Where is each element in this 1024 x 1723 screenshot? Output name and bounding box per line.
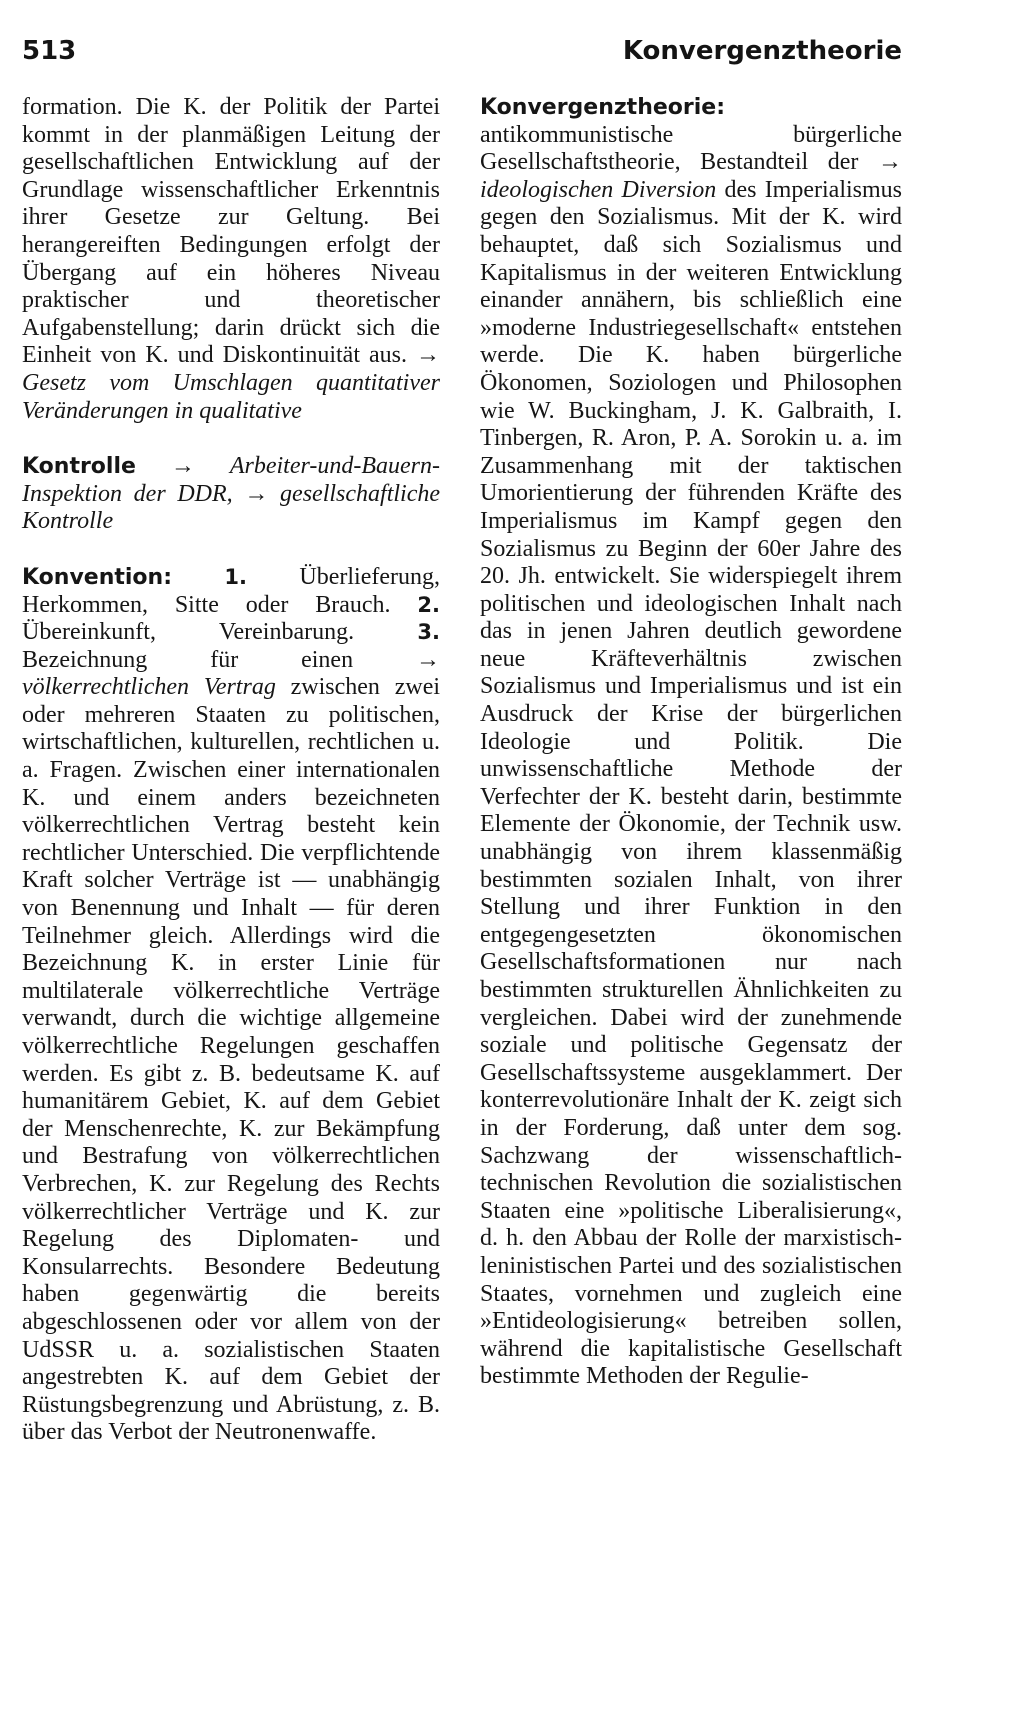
entry-text: Übereinkunft, Vereinbarung. (22, 619, 355, 646)
cross-reference-arrow-icon: → (878, 149, 902, 176)
running-title: Konvergenztheorie (622, 36, 902, 66)
cross-reference-arrow-icon: → (416, 646, 440, 673)
cross-reference-link[interactable]: völkerrechtlichen Vertrag (22, 674, 276, 701)
page-number: 513 (22, 36, 77, 66)
cross-reference-arrow-icon: → (416, 342, 441, 369)
cross-reference-link[interactable]: Gesetz vom Umschlagen quantitativer Veränderungen in qualitative (22, 369, 440, 424)
cross-reference-link[interactable]: ideologischen Diversion (480, 176, 717, 203)
cross-reference-arrow-icon: → (170, 453, 195, 480)
cross-reference-arrow-icon: → (244, 480, 269, 507)
entry-headword: Kontrolle (22, 454, 136, 480)
cross-reference-link[interactable]: Arbeiter-und-Bauern-Inspektion der DDR, (22, 453, 440, 507)
page-header (22, 36, 902, 76)
right-column (480, 94, 902, 1391)
entry-text: antikommunistische bürgerliche Gesellschaftstheorie, Bestandteil der (480, 121, 902, 176)
cross-reference-link[interactable]: gesellschaftliche Kontrolle (22, 480, 440, 535)
entry-text: Überlieferung, Herkommen, Sitte oder Brauch. (22, 563, 441, 618)
entry-headword: Konvergenztheorie: (480, 95, 726, 120)
entry-konvention (22, 564, 440, 1447)
sense-number: 3. (417, 620, 440, 645)
continued-text: formation. Die K. der Politik der Partei kommt in der planmäßigen Leitung der gesellschaftlichen Entwicklung auf der Grundlage wissenschaftlicher Erkenntnis ihrer Gesetze zur Geltung. Bei herangereiften Bedingungen erfolgt der Übergang auf ein höheres Niveau praktischer und theoretischer Aufgabenstellung; darin drückt sich die Einheit von K. und Diskontinuität aus. (22, 94, 440, 369)
entry-kontrolle (22, 453, 440, 536)
sense-number: 1. (224, 564, 247, 589)
entry-text: Bezeichnung für einen (22, 646, 354, 673)
sense-number: 2. (417, 592, 440, 617)
entry-text: zwischen zwei oder mehreren Staaten zu politischen, wirtschaftlichen, kulturellen, rechtlichen u. a. Fragen. Zwischen einer internationalen K. und einem anders bezeichneten völkerrechtlichen Vertrag besteht kein rechtlicher Unterschied. Die verpflichtende Kraft solcher Verträge ist — unabhängig von Benennung und Inhalt — für deren Teilnehmer gleich. Allerdings wird die Bezeichnung K. in erster Linie für multilaterale völkerrechtliche Verträge verwandt, durch die wichtige allgemeine völkerrechtliche Regelungen geschaffen werden. Es gibt z. B. bedeutsame K. auf humanitärem Gebiet, K. auf dem Gebiet der Menschenrechte, K. zur Bekämpfung und Bestrafung von völkerrechtlichen Verbrechen, K. zur Regelung des Rechts völkerrechtlicher Verträge und K. zur Regelung des Diplomaten- und Konsularrechts. Besondere Bedeutung haben gegenwärtig die bereits abgeschlossenen oder vor allem von der UdSSR u. a. sozialistischen Staaten angestrebten K. auf dem Gebiet der Rüstungsbegrenzung und Abrüstung, z. B. über das Verbot der Neutronenwaffe. (22, 674, 441, 1446)
left-column (22, 94, 440, 1447)
entry-headword: Konvention: (22, 564, 172, 590)
continued-entry (22, 94, 440, 425)
entry-konvergenztheorie (480, 94, 902, 1391)
entry-text: des Imperialismus gegen den Sozialismus. Mit der K. wird behauptet, daß sich Sozialismus und Kapitalismus in der weiteren Entwicklung einander annähern, bis schließlich eine »moderne Industriegesellschaft« entstehen werde. Die K. haben bürgerliche Ökonomen, Soziologen und Philosophen wie W. Buckingham, J. K. Galbraith, I. Tinbergen, R. Aron, P. A. Sorokin u. a. im Zusammenhang mit der taktischen Umorientierung der führenden Kräfte des Imperialismus im Kampf gegen den Sozialismus zu Beginn der 60er Jahre des 20. Jh. entwickelt. Sie widerspiegelt ihrem politischen und ideologischen Inhalt nach das in jenen Jahren deutlich gewordene neue Kräfteverhältnis zwischen Sozialismus und Imperialismus und ist ein Ausdruck der Krise der bürgerlichen Ideologie und Politik. Die unwissenschaftliche Methode der Verfechter der K. besteht darin, bestimmte Elemente der Ökonomie, der Technik usw. unabhängig von ihrem klassenmäßig bestimmten sozialen Inhalt, von ihrer Stellung und ihrer Funktion in den entgegengesetzten ökonomischen Gesellschaftsformationen nur nach bestimmten strukturellen Ähnlichkeiten zu vergleichen. Dabei wird der zunehmende soziale und politische Gegensatz der Gesellschaftssysteme ausgeklammert. Der konterrevolutionäre Inhalt der K. zeigt sich in der Forderung, daß unter dem sog. Sachzwang der wissenschaftlich-technischen Revolution die sozialistischen Staaten eine »politische Liberalisierung«, d. h. den Abbau der Rolle der marxistisch-leninistischen Partei und des sozialistischen Staates, vornehmen und zugleich eine »Entideologisierung« betreiben sollen, während die kapitalistische Gesellschaft bestimmte Methoden der Regulie- (480, 176, 902, 1390)
